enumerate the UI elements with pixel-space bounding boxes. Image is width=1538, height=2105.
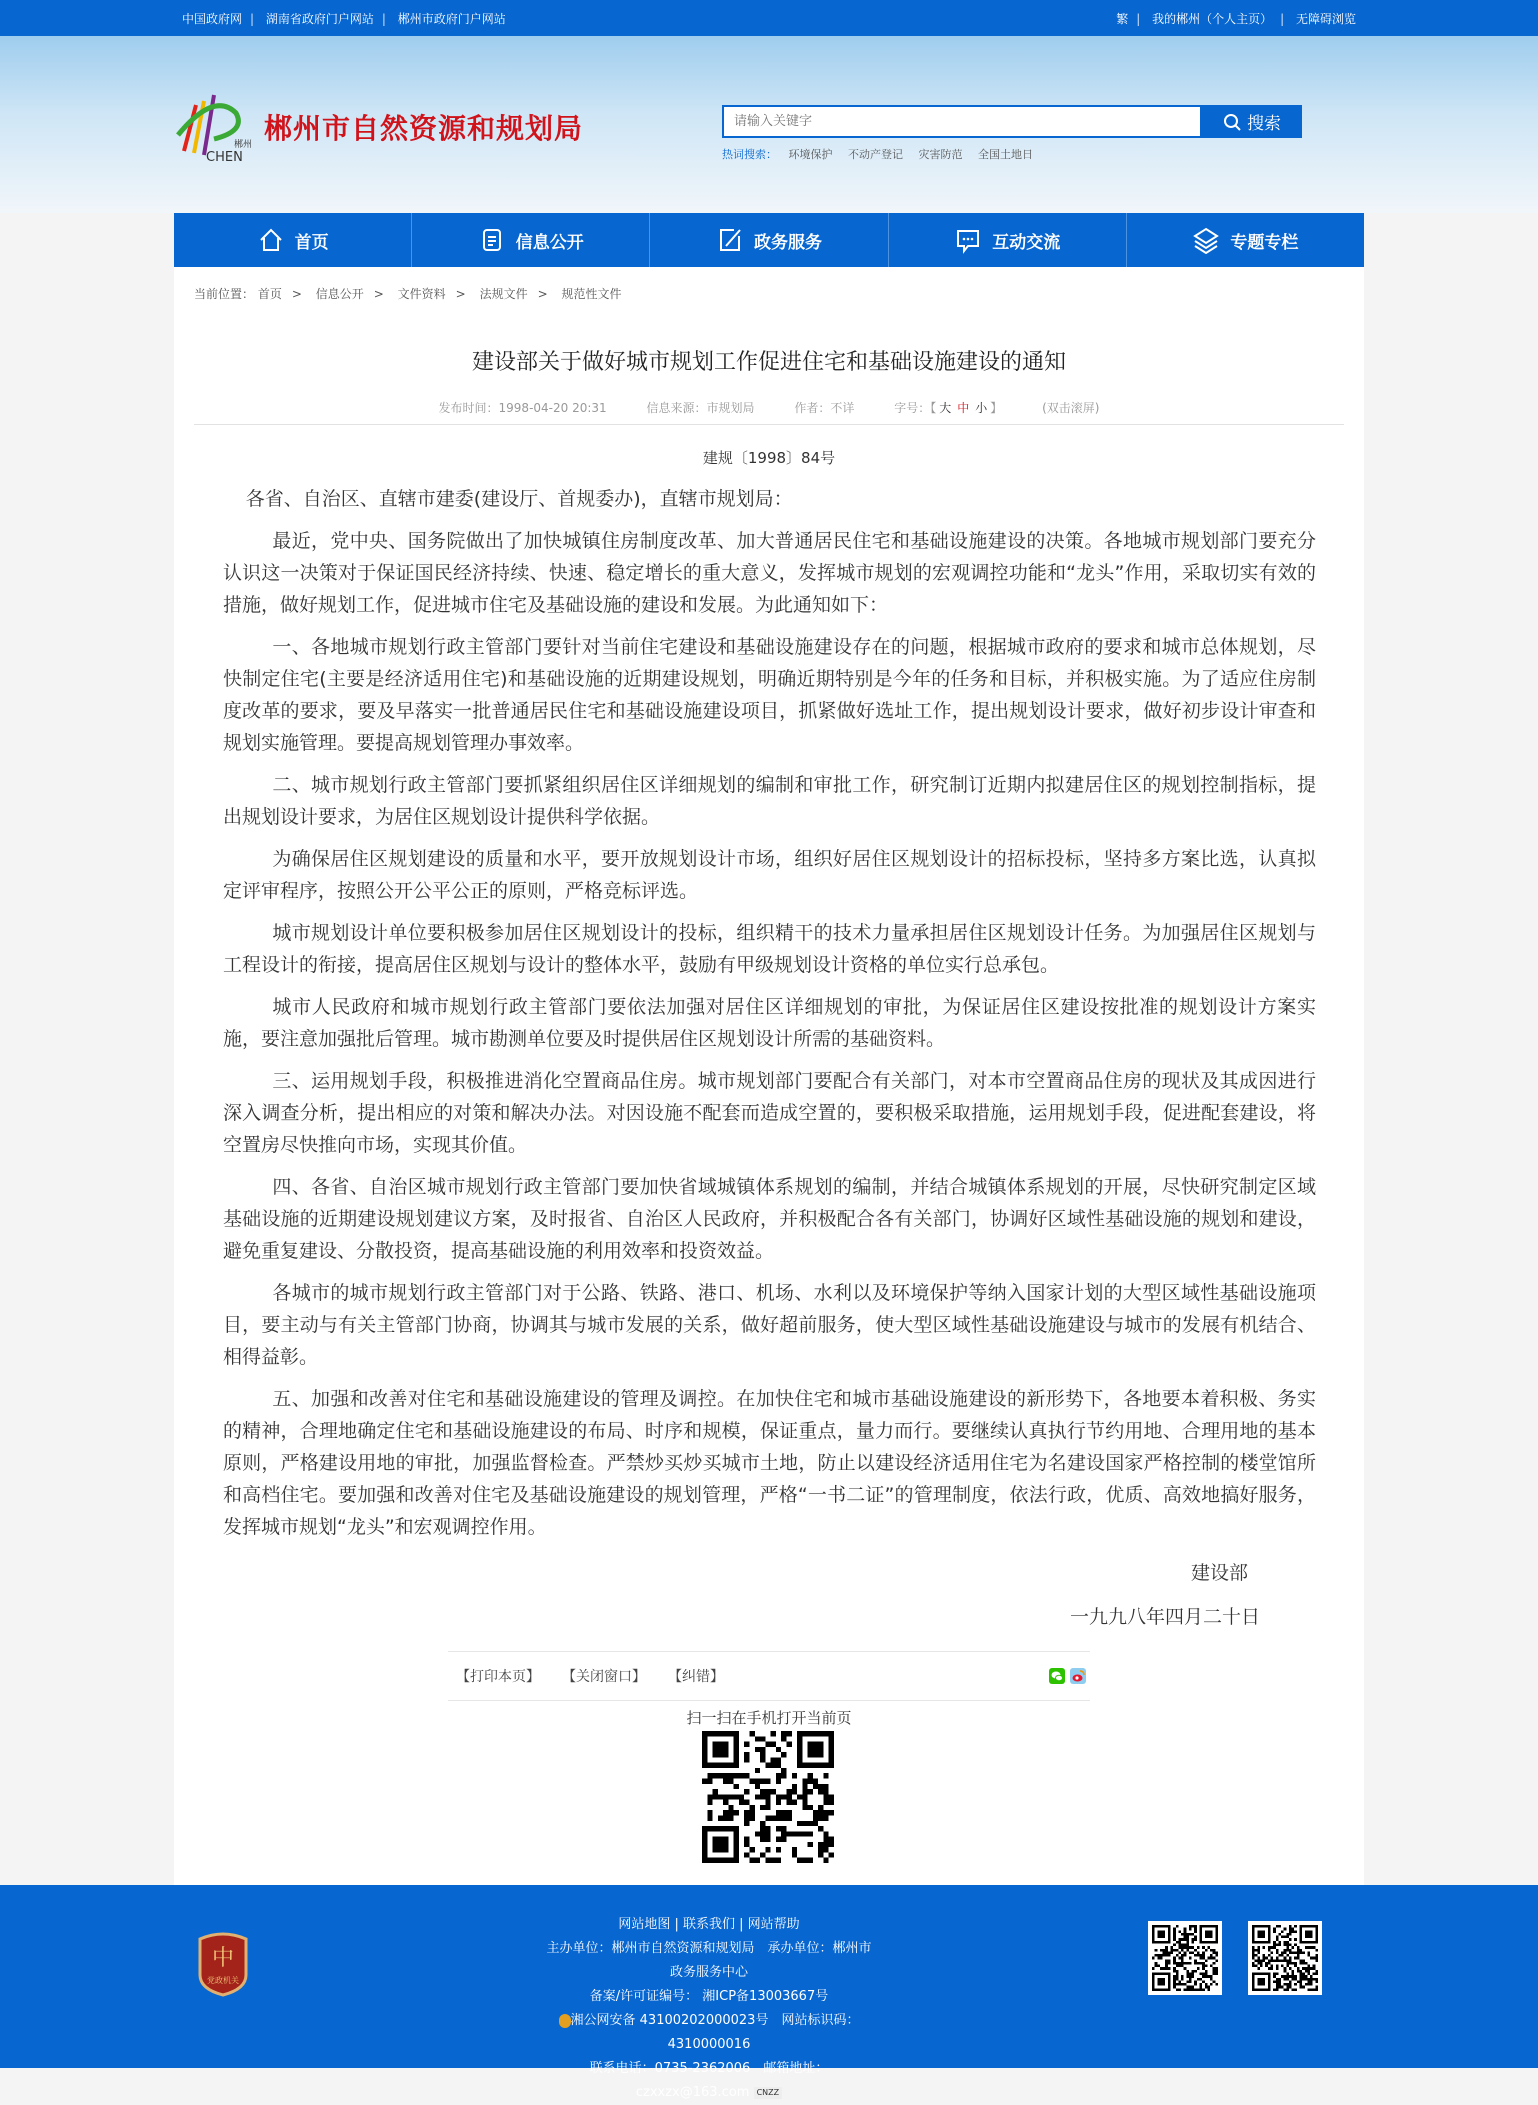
font-medium[interactable]: 中 bbox=[957, 401, 970, 415]
font-size-control: 字号：【 大 中 小 】 bbox=[894, 401, 1003, 415]
nav-label: 互动交流 bbox=[992, 232, 1061, 253]
hot-term[interactable]: 环境保护 bbox=[788, 148, 833, 161]
party-gov-badge-icon[interactable] bbox=[196, 1931, 250, 2001]
article-meta bbox=[174, 399, 1364, 416]
contact-info: 联系电话：0735-2362006 邮箱地址：czxxzx@163.com bbox=[589, 2061, 829, 2100]
link-hunan-gov[interactable]: 湖南省政府门户网站 bbox=[265, 11, 374, 26]
nav-gov-services[interactable] bbox=[650, 213, 888, 267]
link-chenzhou-gov[interactable]: 郴州市政府门户网站 bbox=[397, 11, 506, 26]
hot-search bbox=[722, 146, 1045, 162]
search-button-label: 搜索 bbox=[1247, 114, 1281, 134]
top-links-right: 繁 | 我的郴州（个人主页） | 无障碍浏览 bbox=[1116, 11, 1356, 26]
nav-interaction[interactable] bbox=[889, 213, 1127, 267]
link-traditional[interactable]: 繁 bbox=[1116, 11, 1129, 26]
link-help[interactable]: 网站帮助 bbox=[747, 1917, 800, 1932]
paragraph: 城市规划设计单位要积极参加居住区规划设计的投标，组织精干的技术力量承担居住区规划设计任务。为加强居住区规划与工程设计的衔接，提高居住区规划与设计的整体水平，鼓励有甲级规划设计资格的单位实行总承包。 bbox=[223, 922, 1316, 976]
nav-special-topics[interactable] bbox=[1127, 213, 1364, 267]
divider bbox=[194, 424, 1344, 425]
breadcrumb-item[interactable]: 法规文件 bbox=[479, 287, 528, 301]
print-button[interactable]: 【打印本页】 bbox=[456, 1669, 540, 1685]
nav-label: 专题专栏 bbox=[1230, 232, 1299, 253]
document-icon bbox=[478, 226, 506, 254]
breadcrumb-item[interactable]: 首页 bbox=[257, 287, 282, 301]
edit-icon bbox=[716, 226, 744, 254]
share-bar bbox=[448, 1651, 1090, 1701]
paragraph: 四、各省、自治区城市规划行政主管部门要加快省域城镇体系规划的编制，并结合城镇体系规划的开展，尽快研究制定区域基础设施的近期建设规划建议方案，及时报省、自治区人民政府，并积极配合各有关部门，协调好区域性基础设施的规划和建设，避免重复建设、分散投资，提高基础设施的利用效率和投资效益。 bbox=[223, 1176, 1316, 1262]
footer-info: 网站地图 | 联系我们 | 网站帮助 主办单位：郴州市自然资源和规划局 承办单位：郴州市政务服务中心 备案/许可证编号： 湘ICP备13003667号 湘公网安备 43100202000023号 网站标识码：4310000016 联系电话：0735-2362006 邮箱地址：czxxzx@163.com CNZZ bbox=[544, 1913, 874, 2105]
article-title: 建设部关于做好城市规划工作促进住宅和基础设施建设的通知 bbox=[471, 350, 1066, 375]
paragraph: 五、加强和改善对住宅和基础设施建设的管理及调控。在加快住宅和城市基础设施建设的新形势下，各地要本着积极、务实的精神，合理地确定住宅和基础设施建设的布局、时序和规模，保证重点，量力而行。要继续认真执行节约用地、合理用地的基本原则，严格建设用地的审批，加强监督检查。严禁炒买炒买城市土地，防止以建设经济适用住宅为名建设国家严格控制的楼堂馆所和高档住宅。要加强和改善对住宅及基础设施建设的规划管理，严格“一书二证”的管理制度，依法行政，优质、高效地搞好服务，发挥城市规划“龙头”和宏观调控作用。 bbox=[223, 1388, 1316, 1538]
paragraph: 为确保居住区规划建设的质量和水平，要开放规划设计市场，组织好居住区规划设计的招标投标，坚持多方案比选，认真拟定评审程序，按照公开公平公正的原则，严格竞标评选。 bbox=[223, 848, 1316, 902]
hot-term[interactable]: 灾害防范 bbox=[918, 148, 963, 161]
wechat-icon[interactable] bbox=[1049, 1668, 1065, 1684]
site-title: 郴州市自然资源和规划局 bbox=[264, 112, 584, 145]
top-links-left: 中国政府网 | 湖南省政府门户网站 | 郴州市政府门户网站 bbox=[182, 11, 506, 26]
sponsor-info: 主办单位：郴州市自然资源和规划局 承办单位：郴州市政务服务中心 bbox=[546, 1941, 872, 1980]
svg-text:CHEN: CHEN bbox=[206, 150, 243, 163]
paragraph: 城市人民政府和城市规划行政主管部门要依法加强对居住区详细规划的审批，为保证居住区建设按批准的规划设计方案实施，要注意加强批后管理。城市勘测单位要及时提供居住区规划设计所需的基础资料。 bbox=[223, 996, 1316, 1050]
author: 作者：不详 bbox=[794, 401, 855, 415]
hot-term[interactable]: 全国土地日 bbox=[978, 148, 1033, 161]
content-area bbox=[174, 267, 1364, 1885]
paragraph: 各城市的城市规划行政主管部门对于公路、铁路、港口、机场、水利以及环境保护等纳入国家计划的大型区域性基础设施项目，要主动与有关主管部门协商，协调其与城市发展的关系，做好超前服务，使大型区域性基础设施建设与城市的发展有机结合、相得益彰。 bbox=[223, 1282, 1316, 1368]
hot-term[interactable]: 不动产登记 bbox=[848, 148, 903, 161]
site-code: 网站标识码：4310000016 bbox=[667, 2013, 860, 2052]
police-record[interactable]: 湘公网安备 43100202000023号 bbox=[570, 2013, 769, 2028]
icp-record[interactable]: 备案/许可证编号： 湘ICP备13003667号 bbox=[589, 1989, 829, 2004]
greeting: 各省、自治区、直辖市建委(建设厅、首规委办)，直辖市规划局： bbox=[245, 488, 793, 510]
breadcrumb-label: 当前位置： bbox=[194, 287, 255, 301]
logo-mark-icon bbox=[174, 91, 254, 163]
link-my-chenzhou[interactable]: 我的郴州（个人主页） bbox=[1152, 11, 1273, 26]
double-click-scroll[interactable]: (双击滚屏) bbox=[1042, 401, 1100, 415]
nav-home[interactable] bbox=[174, 213, 412, 267]
site-logo[interactable] bbox=[174, 91, 583, 163]
chat-icon bbox=[954, 226, 982, 254]
breadcrumb-item[interactable]: 信息公开 bbox=[315, 287, 364, 301]
search-form bbox=[722, 105, 1302, 138]
signature: 建设部 bbox=[1190, 1562, 1248, 1584]
police-badge-icon bbox=[559, 2014, 571, 2028]
paragraph: 最近，党中央、国务院做出了加快城镇住房制度改革、加大普通居民住宅和基础设施建设的决策。各地城市规划部门要充分认识这一决策对于保证国民经济持续、快速、稳定增长的重大意义，发挥城市规划的宏观调控功能和“龙头”作用，采取切实有效的措施，做好规划工作，促进城市住宅及基础设施的建设和发展。为此通知如下： bbox=[223, 530, 1316, 616]
scan-hint: 扫一扫在手机打开当前页 bbox=[686, 1709, 852, 1727]
search-input[interactable] bbox=[722, 105, 1202, 138]
svg-text:中: 中 bbox=[211, 1946, 235, 1971]
search-button[interactable] bbox=[1202, 105, 1302, 138]
paragraph: 一、各地城市规划行政主管部门要针对当前住宅建设和基础设施建设存在的问题，根据城市政府的要求和城市总体规划，尽快制定住宅(主要是经济适用住宅)和基础设施的近期建设规划，明确近期特别是今年的任务和目标，并积极实施。为了适应住房制度改革的要求，要及早落实一批普通居民住宅和基础设施建设项目，抓紧做好选址工作，提出规划设计要求，做好初步设计审查和规划实施管理。要提高规划管理办事效率。 bbox=[223, 636, 1316, 754]
font-small[interactable]: 小 bbox=[975, 401, 988, 415]
correction-button[interactable]: 【纠错】 bbox=[668, 1669, 724, 1685]
sign-date: 一九九八年四月二十日 bbox=[1069, 1606, 1260, 1628]
footer bbox=[0, 1885, 1538, 2100]
nav-info-disclosure[interactable] bbox=[412, 213, 650, 267]
cnzz-icon[interactable]: CNZZ bbox=[754, 2087, 783, 2099]
breadcrumb-item[interactable]: 文件资料 bbox=[397, 287, 446, 301]
breadcrumb-item[interactable]: 规范性文件 bbox=[561, 287, 622, 301]
font-large[interactable]: 大 bbox=[939, 401, 952, 415]
document-number: 建规〔1998〕84号 bbox=[702, 449, 836, 467]
top-bar bbox=[0, 0, 1538, 36]
link-gov-cn[interactable]: 中国政府网 bbox=[182, 11, 243, 26]
publish-time: 发布时间：1998-04-20 20:31 bbox=[438, 401, 607, 415]
svg-text:党政机关: 党政机关 bbox=[207, 1976, 239, 1985]
info-source: 信息来源：市规划局 bbox=[646, 401, 755, 415]
link-sitemap[interactable]: 网站地图 bbox=[618, 1917, 671, 1932]
layers-icon bbox=[1192, 226, 1220, 254]
weibo-qr-code bbox=[1248, 1921, 1322, 1995]
close-window-button[interactable]: 【关闭窗口】 bbox=[562, 1669, 646, 1685]
nav-label: 首页 bbox=[294, 232, 329, 253]
nav-label: 信息公开 bbox=[515, 232, 584, 253]
header-banner bbox=[0, 36, 1538, 213]
link-accessibility[interactable]: 无障碍浏览 bbox=[1295, 11, 1356, 26]
paragraph: 二、城市规划行政主管部门要抓紧组织居住区详细规划的编制和审批工作，研究制订近期内拟建居住区的规划控制指标，提出规划设计要求，为居住区规划设计提供科学依据。 bbox=[223, 774, 1316, 828]
main-nav bbox=[174, 213, 1364, 267]
paragraph: 三、运用规划手段，积极推进消化空置商品住房。城市规划部门要配合有关部门，对本市空置商品住房的现状及其成因进行深入调查分析，提出相应的对策和解决办法。对因设施不配套而造成空置的，要积极采取措施，运用规划手段，促进配套建设，将空置房尽快推向市场，实现其价值。 bbox=[223, 1070, 1316, 1156]
svg-text:郴州: 郴州 bbox=[234, 140, 253, 150]
link-contact[interactable]: 联系我们 bbox=[682, 1917, 735, 1932]
page-qr-code bbox=[702, 1731, 834, 1863]
wechat-qr-code bbox=[1148, 1921, 1222, 1995]
hot-search-label: 热词搜索： bbox=[722, 148, 777, 161]
breadcrumb: 当前位置： 首页 > 信息公开 > 文件资料 > 法规文件 > 规范性文件 bbox=[194, 287, 622, 301]
article-body bbox=[223, 483, 1316, 1633]
nav-label: 政务服务 bbox=[754, 232, 822, 253]
weibo-icon[interactable] bbox=[1070, 1668, 1086, 1684]
search-icon bbox=[1223, 113, 1241, 131]
home-icon bbox=[257, 226, 285, 254]
